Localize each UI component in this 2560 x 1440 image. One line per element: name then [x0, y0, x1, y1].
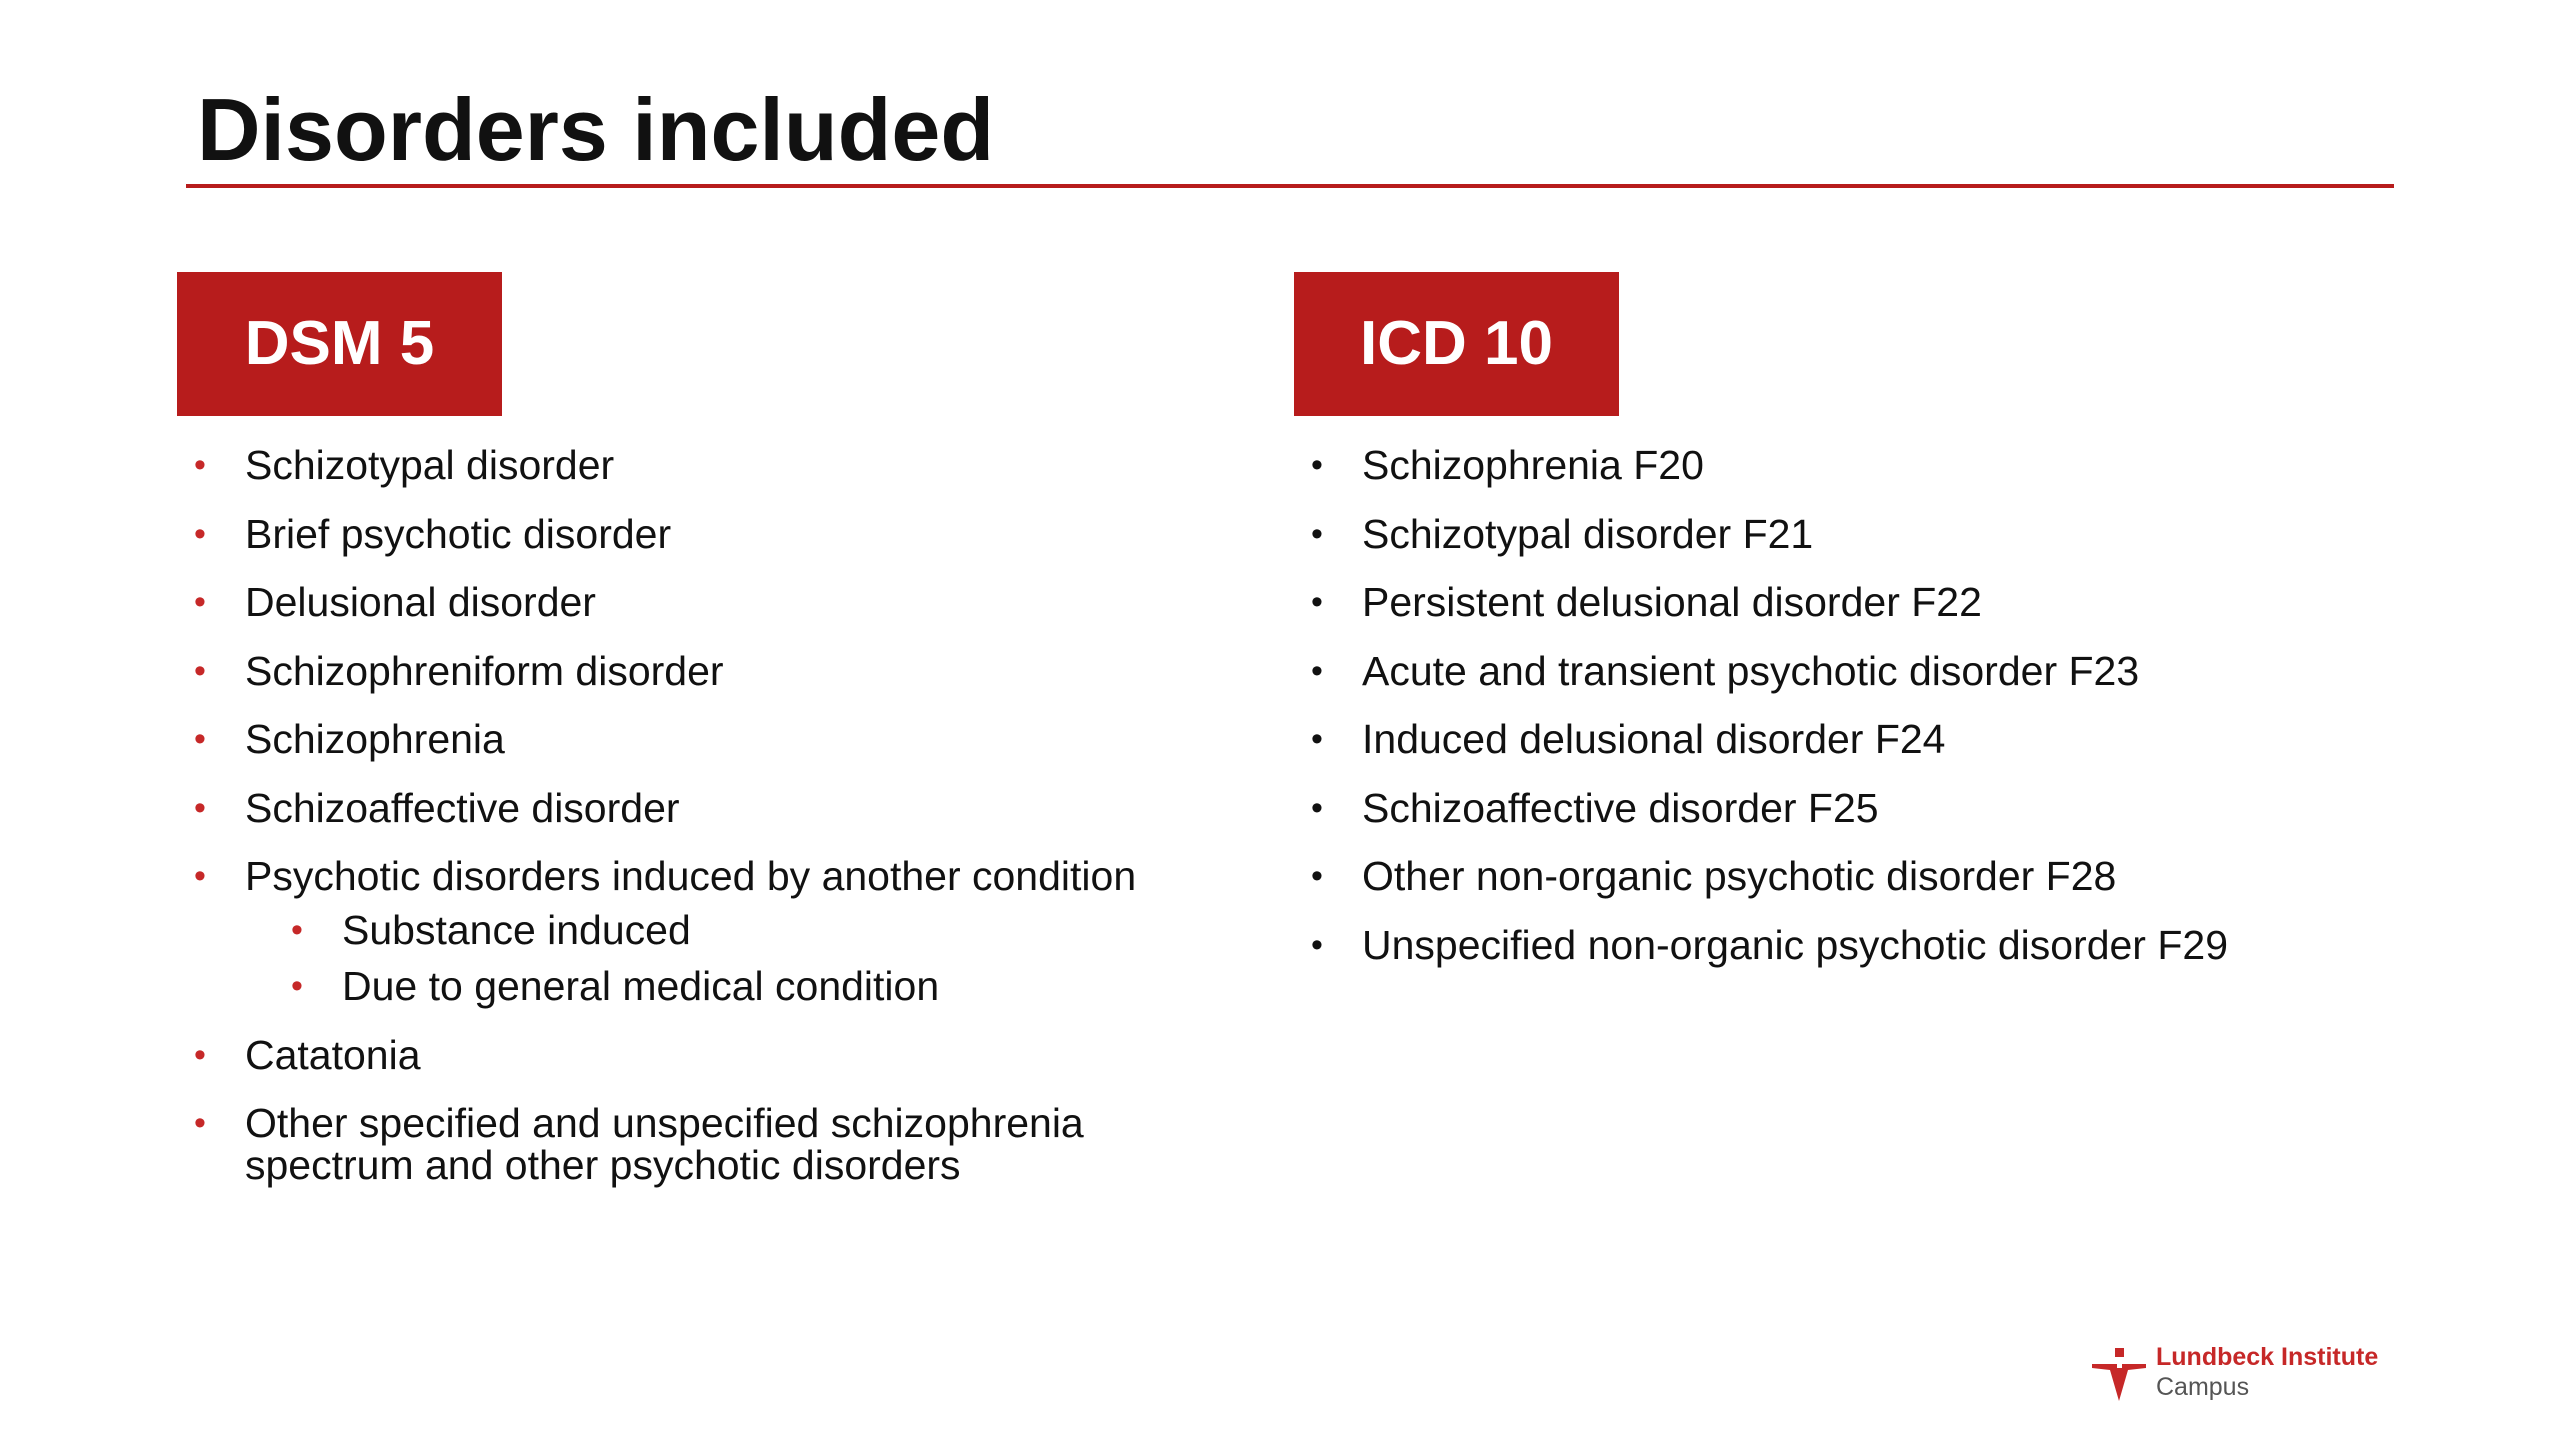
lundbeck-logo: [2090, 1342, 2400, 1408]
list-item-label: Schizoaffective disorder: [245, 784, 680, 831]
title-divider: [186, 184, 2394, 188]
list-item: [1294, 647, 2394, 694]
bullet-icon: •: [194, 720, 206, 758]
list-item-label: Other non-organic psychotic disorder F28: [1362, 853, 2117, 899]
list-item: [177, 510, 1257, 557]
list-item: [1294, 718, 2394, 760]
list-item: [177, 784, 1257, 831]
bullet-icon: •: [194, 1104, 206, 1142]
list-item-label: Unspecified non-organic psychotic disorder F29: [1362, 921, 2229, 968]
bullet-icon: •: [1311, 583, 1323, 621]
sub-list-item: [245, 965, 1257, 1007]
bullet-icon: •: [291, 967, 303, 1005]
list-item-label: Schizotypal disorder F21: [1362, 510, 1814, 557]
sub-list-item: [245, 909, 1257, 951]
list-item-label: Psychotic disorders induced by another condition: [245, 853, 1137, 899]
lundbeck-institute-logo-icon: [2090, 1346, 2148, 1404]
list-item-label: Schizoaffective disorder F25: [1362, 784, 1879, 831]
sub-list-item-label: Due to general medical condition: [342, 963, 940, 1009]
bullet-icon: •: [1311, 720, 1323, 758]
list-item: [1294, 784, 2394, 831]
bullet-icon: •: [194, 1035, 206, 1074]
list-item: [1294, 510, 2394, 557]
list-item: [177, 1031, 1257, 1078]
list-item: [177, 444, 1257, 486]
dsm-list: [177, 444, 1257, 1213]
list-item: [177, 581, 1257, 623]
bullet-icon: •: [194, 651, 206, 690]
icd-list: [1294, 444, 2394, 992]
list-item-label: Schizophreniform disorder: [245, 647, 724, 694]
sub-list: [245, 909, 1257, 1007]
dsm-column: [177, 272, 1257, 1188]
logo-name: Lundbeck Institute: [2156, 1343, 2379, 1371]
dsm-heading: DSM 5: [177, 272, 502, 416]
list-item-label: Catatonia: [245, 1031, 421, 1078]
bullet-icon: •: [1311, 514, 1323, 553]
bullet-icon: •: [1311, 446, 1323, 484]
bullet-icon: •: [1311, 788, 1323, 827]
list-item-label: Schizophrenia: [245, 716, 505, 762]
list-item: [1294, 444, 2394, 486]
list-item-label: Acute and transient psychotic disorder F23: [1362, 647, 2140, 694]
bullet-icon: •: [1311, 857, 1323, 895]
list-item-label: Schizotypal disorder: [245, 442, 615, 488]
bullet-icon: •: [194, 788, 206, 827]
list-item-label: Schizophrenia F20: [1362, 442, 1704, 488]
bullet-icon: •: [1311, 651, 1323, 690]
logo-subtitle: Campus: [2156, 1373, 2250, 1401]
sub-list-item-label: Substance induced: [342, 907, 691, 953]
bullet-icon: •: [291, 911, 303, 949]
list-item-label: Induced delusional disorder F24: [1362, 716, 1946, 762]
bullet-icon: •: [1311, 925, 1323, 964]
list-item-label: Delusional disorder: [245, 579, 596, 625]
icd-heading: ICD 10: [1294, 272, 1619, 416]
list-item-label: Persistent delusional disorder F22: [1362, 579, 1982, 625]
list-item: [1294, 855, 2394, 897]
bullet-icon: •: [194, 857, 206, 895]
list-item-label: Other specified and unspecified schizophrenia spectrum and other psychotic disorders: [245, 1100, 1084, 1188]
list-item: [1294, 581, 2394, 623]
list-item: [177, 718, 1257, 760]
bullet-icon: •: [194, 446, 206, 484]
list-item-label: Brief psychotic disorder: [245, 510, 672, 557]
bullet-icon: •: [194, 514, 206, 553]
slide-title: Disorders included: [197, 80, 995, 179]
list-item: [177, 647, 1257, 694]
list-item: [177, 1102, 1225, 1186]
list-item: [1294, 921, 2394, 968]
icd-column: [1294, 272, 2394, 968]
bullet-icon: •: [194, 583, 206, 621]
list-item: [177, 855, 1257, 1007]
